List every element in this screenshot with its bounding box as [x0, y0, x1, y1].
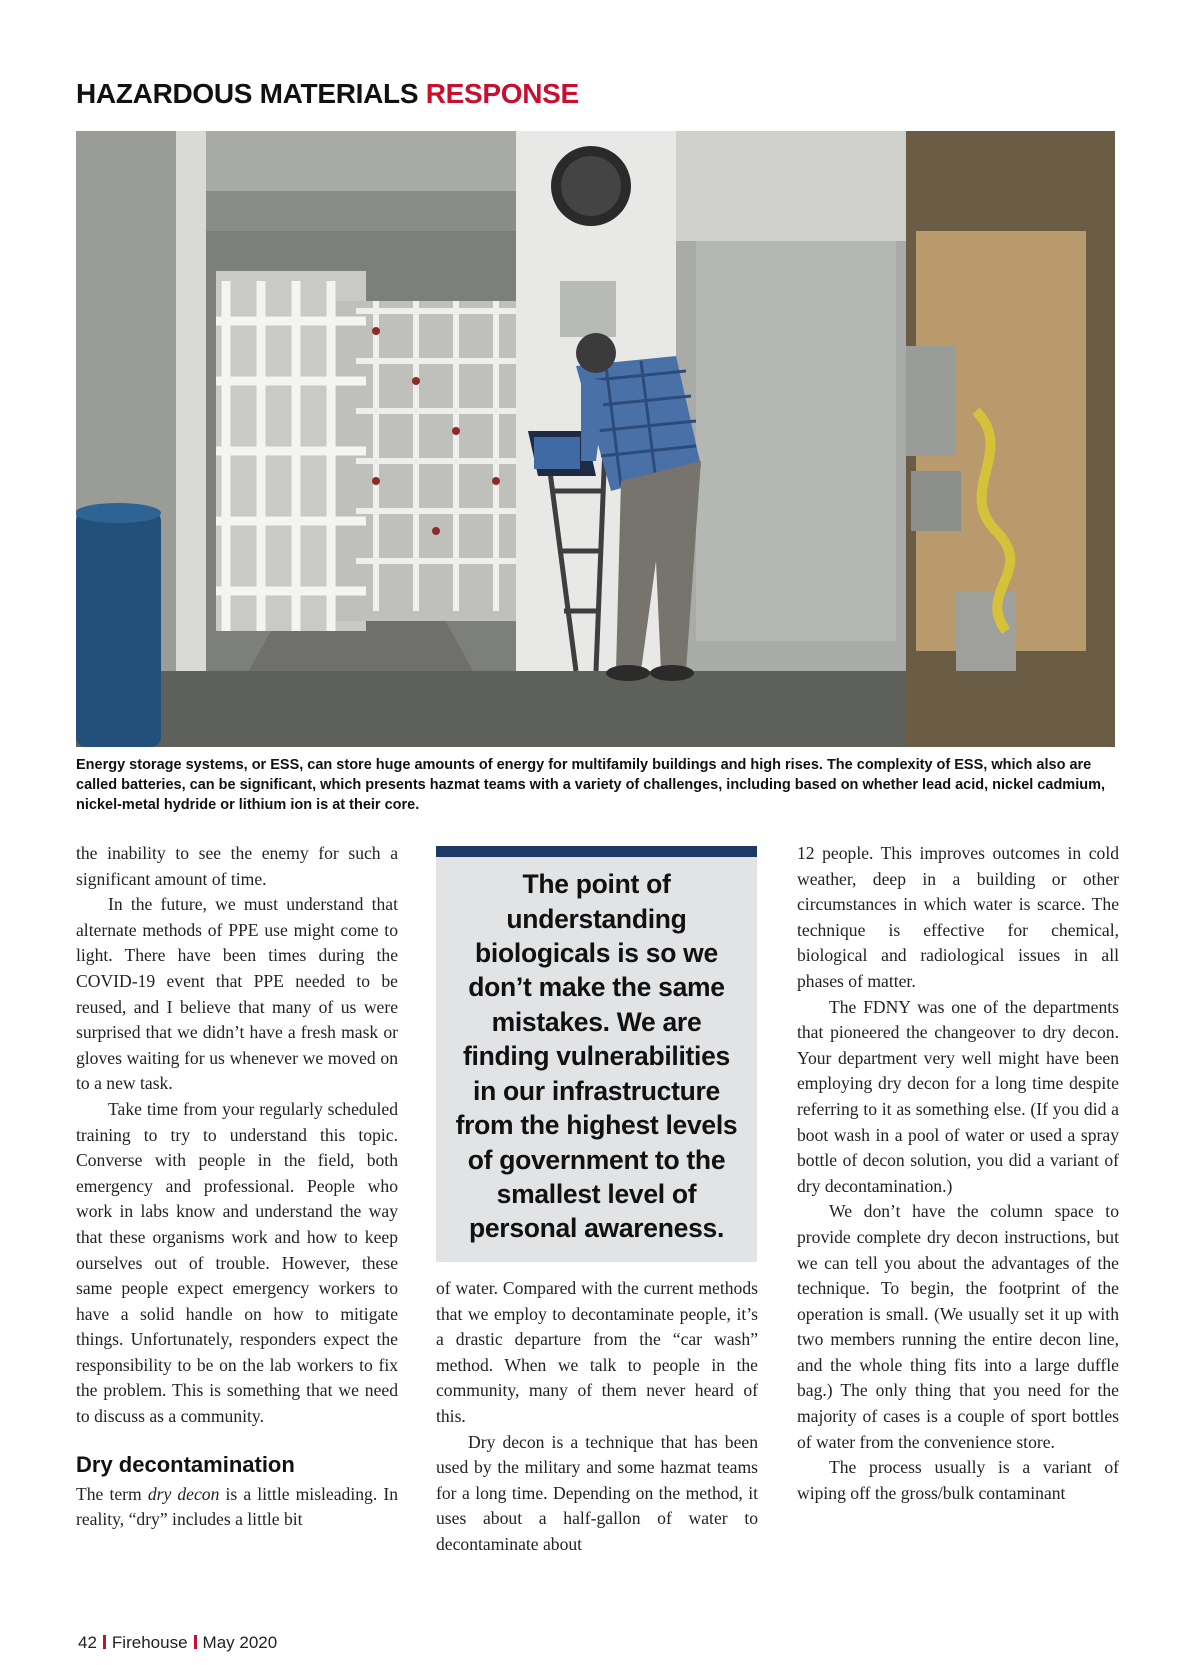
text-run: is a little misleading. In reality, “dry” includes a little bit	[76, 1483, 398, 1530]
page-number: 42	[78, 1633, 97, 1652]
section-title: HAZARDOUS MATERIALS	[76, 78, 419, 109]
page-footer	[78, 1633, 277, 1653]
emphasis: dry decon	[147, 1483, 220, 1504]
paragraph	[76, 1482, 398, 1533]
paragraph: We don’t have the column space to provide complete dry decon instructions, but we can tell you about the advantages of the technique. To begin, the footprint of the operation is small. (We usually set it up with two members running the entire decon line, and the whole thing fits into a large duffle bag.) The only thing that you need for the majority of cases is a couple of sport bottles of water from the convenience store.	[797, 1201, 1119, 1452]
section-header	[76, 78, 579, 110]
paragraph: 12 people. This improves outcomes in cold weather, deep in a building or other circumstances in which water is scarce. The technique is effective for chemical, biological and radiological issues in all phases of matter.	[797, 843, 1119, 991]
separator	[194, 1635, 197, 1649]
section-title-accent: RESPONSE	[425, 78, 579, 109]
separator	[103, 1635, 106, 1649]
paragraph: The FDNY was one of the departments that pioneered the changeover to dry decon. Your department very well might have been employing dry decon for a long time despite referring to it as something else. (If you did a boot wash in a pool of water or used a spray bottle of decon solution, you did a variant of dry decontamination.)	[797, 996, 1119, 1196]
column-1	[76, 841, 398, 1533]
subheading: Dry decontamination	[76, 1451, 295, 1477]
pull-quote	[436, 846, 757, 1262]
issue-date: May 2020	[202, 1633, 278, 1652]
photo-caption: Energy storage systems, or ESS, can store huge amounts of energy for multifamily buildings and high rises. The complexity of ESS, which also are called batteries, can be significant, which presents hazmat teams with a variety of challenges, including based on whether lead acid, nickel cadmium, nickel-metal hydride or lithium ion is at their core.	[76, 757, 1105, 813]
paragraph: The process usually is a variant of wiping off the gross/bulk contaminant	[797, 1457, 1119, 1503]
text-run: The term	[76, 1483, 148, 1504]
pull-quote-text: The point of understanding biologicals is so we don’t make the same mistakes. We are finding vulnerabilities in our infrastructure from the highest levels of government to the smallest level of personal awareness.	[455, 869, 738, 1244]
paragraph: Dry decon is a technique that has been used by the military and some hazmat teams for a long time. Depending on the method, it uses about a half-gallon of water to decontaminate about	[436, 1431, 758, 1554]
column-3	[797, 841, 1119, 1506]
article-photo	[76, 131, 1115, 747]
paragraph: the inability to see the enemy for such a significant amount of time.	[76, 843, 398, 889]
paragraph: of water. Compared with the current methods that we employ to decontaminate people, it’s a drastic departure from the “car wash” method. When we talk to people in the community, many of them never heard of this.	[436, 1278, 758, 1426]
magazine-name: Firehouse	[111, 1633, 188, 1652]
column-2	[436, 1276, 758, 1558]
paragraph: In the future, we must understand that alternate methods of PPE use might come to light. There have been times during the COVID-19 event that PPE needed to be reused, and I believe that many of us were surprised that we didn’t have a fresh mask or gloves waiting for us whenever we moved on to a new task.	[76, 894, 398, 1094]
paragraph: Take time from your regularly scheduled training to try to understand this topic. Converse with people in the field, both emergency and professional. People who work in labs know and understand the way that these organisms work and how to keep ourselves out of trouble. However, these same people expect emergency workers to have a solid handle on how to mitigate things. Unfortunately, responders expect the responsibility to be on the lab workers to fix the problem. This is something that we need to discuss as a community.	[76, 1098, 398, 1427]
